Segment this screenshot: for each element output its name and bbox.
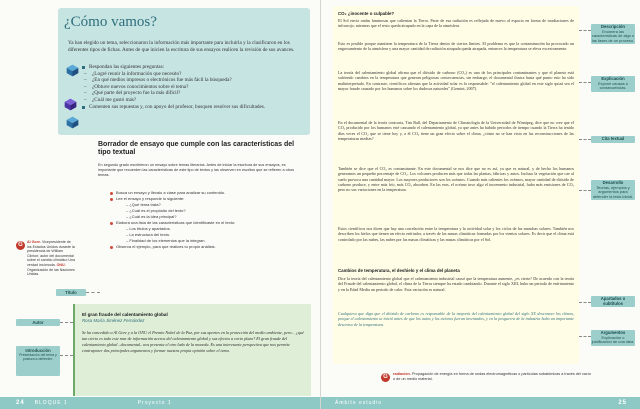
- glossary-term: radiación.: [393, 372, 411, 376]
- tag-desc: Enumera las características de algo o las fases de un proceso.: [591, 28, 635, 43]
- glossary-definition: Vicepresidente de los Estados Unidos durante la presidencia de William Clinton; autor del documental sobre el cambio climático Una verdad incómoda.: [27, 240, 75, 267]
- essay-paragraph: La teoría del calentamiento global afirma que el dióxido de carbono (CO₂) es uno de los principales contaminantes y que el planeta está sufriendo cambios en la temperatura que generan peligrosas consecuencias, sin embargo, el documental ilustra hasta qué punto esto ha sido malinterpretado. En contraste, científicos afirman que la actividad solar es la responsable: "el calentamiento global en este siglo quizá sea el mayor fraude causado por los humanos sobre los dudosos naturales" (Gemini, 2007).: [338, 70, 574, 92]
- activity-steps: [110, 190, 300, 250]
- glossary-g-icon: G: [381, 373, 390, 382]
- essay-paragraph: Esto es posible porque mantiene la temperatura de la Tierra dentro de ciertos límites. El problema es que la contaminación ha provocado un engrosamiento de la atmósfera y una mayor cantidad de radiación atrapada queda atrapada, entonces la temperatura se eleva excesivamente.: [338, 41, 574, 52]
- essay-heading: Cambios de temperatura, el deshielo y el clima del planeta: [338, 268, 460, 273]
- glossary-note: [393, 372, 593, 382]
- list-item: Elabora una lista de las características que identificaste en el texto:: [110, 220, 300, 226]
- cita-textual-tag: [591, 136, 635, 143]
- como-vamos-intro: Ya han elegido un tema, seleccionaron la información más importante para incluirla y la clasificaron en los diferentes tipos de fichas. Antes de que inicien la escritura de sus ensayos realicen la revisión de sus avances.: [68, 40, 295, 53]
- tag-title: Apartados o subtítulos: [600, 296, 626, 306]
- left-footer: [0, 397, 320, 409]
- list-item: – Finalidad de los elementos que la integran.: [126, 238, 206, 243]
- glossary-definition: Propagación de energía en forma de ondas electromagnéticas o partículas subatómicas a través del vacío o de un medio material.: [393, 372, 591, 381]
- tag-title: Cita textual: [601, 136, 625, 141]
- page-number: 24: [16, 400, 25, 406]
- leader-line: [60, 355, 73, 356]
- footer-ambito: Ámbito estudio: [335, 400, 383, 406]
- list-item: – ¿Qué tema trata?: [126, 202, 161, 207]
- argumentos-tag: [591, 330, 635, 346]
- leader-line: [579, 139, 591, 140]
- introduccion-desc: Presentación del tema y postura a defender.: [19, 353, 57, 362]
- tag-title: Explicación: [601, 76, 625, 81]
- list-item: – ¿Obtuve nuevos conocimientos sobre el tema?: [82, 84, 302, 91]
- reading-title: El gran fraude del calentamiento global: [82, 312, 168, 317]
- leader-line: [86, 292, 100, 293]
- leader-line: [579, 190, 591, 191]
- glossary-definition: Organización de las Naciones Unidas.: [27, 267, 75, 277]
- essay-paragraph: El Sol envía ondas luminosas que calientan la Tierra. Parte de esa radiación es reflejada de nuevo al espacio en forma de irradiaciones de infrarrojo, mientras que el resto queda atrapado en la capa de la atmósfera.: [338, 18, 574, 29]
- tag-desc: Explicación o justificación de una idea.: [591, 334, 635, 345]
- essay-paragraph: Estos científicos nos dicen que hay una correlación entre la temperatura y la actividad solar y los ciclos de las manchas solares. También nos describen los hielos que tienen un efecto enfriador, a través de las masas climáticas formadas por los vientos solares. Es decir que el clima está controlado por las nubes, las nubes por las masas climáticas y las masas climáticas por el Sol.: [338, 226, 574, 242]
- list-item: – ¿Cuál es el propósito del texto?: [126, 208, 186, 213]
- explicacion-tag: [591, 76, 635, 92]
- list-item: Busca un ensayo y llévalo a clase para analizar su contenido.: [110, 190, 300, 196]
- tag-desc: Expone causas o consecuencias.: [598, 80, 628, 91]
- reading-body: Se ha concedido a Al Gore y a la ONU el Premio Nobel de la Paz, por sus aportes en la protección del medio ambiente, pero... ¿qué tan cierto es todo este mar de información acerca del calentamiento global y sus efectos a corto plazo? El gran fraude del calentamiento global –documental– nos presenta el otro lado de la moneda. Es una interesante perspectiva que nos permite contraponer dos principales argumentos y formar nuestra propia opinión sobre el tema.: [82, 330, 304, 353]
- desarrollo-tag: [591, 180, 635, 200]
- leader-line: [579, 336, 591, 337]
- essay-quote: Cualquiera que diga que el dióxido de carbono es responsable de la mayoría del calentamiento global del siglo XX desconoce los climas, porque el calentamiento se inició antes de que los autos y los aviones fueran inventados, y en la posguerra de la industria hubo un importante descenso de la temperatura.: [338, 311, 574, 327]
- cube-icon: [64, 98, 77, 111]
- reading-box: [73, 304, 311, 396]
- cube-icon: [66, 64, 79, 77]
- leader-line: [579, 302, 591, 303]
- list-item: – ¿Cuál me gustó más?: [82, 97, 302, 104]
- cube-icon: [66, 116, 79, 129]
- reading-author: Rosa María Jiménez Fernández: [82, 318, 145, 323]
- glossary-sidenote: [16, 240, 76, 277]
- tag-title: Descripción: [601, 24, 625, 29]
- list-item: Comenten sus repuestas y, con apoyo del profesor, busquen resolver sus dificultades.: [82, 104, 302, 111]
- section-intro: En segundo grado escribieron un ensayo sobre temas literarios. Antes de iniciar la escritura de sus ensayos, es importante que recuerden las características de este tipo de textos y las observen en escritos que se refieren a otros temas.: [98, 163, 295, 177]
- page-number: 25: [618, 400, 627, 406]
- list-item: – La estructura del texto.: [126, 232, 171, 237]
- list-item: – Los títulos y apartados.: [126, 226, 171, 231]
- right-page: [320, 0, 640, 409]
- tag-title: Desarrollo: [602, 180, 624, 185]
- list-item: Respondan las siguientes preguntas:: [82, 64, 302, 71]
- list-item: – ¿En qué medios impresos o electrónicos fue más fácil la búsqueda?: [82, 77, 302, 84]
- list-item: Lee el ensayo y responde lo siguiente:: [110, 196, 300, 202]
- essay-paragraph: Dice la teoría del calentamiento global que el calentamiento industrial causó que la temperatura aumente, ¿es cierto? De acuerdo con la teoría del Fraude del calentamiento global, el clima de la Tierra siempre ha estado cambiando. Durante el siglo XIII, hubo un periodo de enfriamiento y en la Edad Media un periodo de calor. Esta variación es natural.: [338, 276, 574, 292]
- descripcion-tag: [591, 24, 635, 44]
- leader-line: [60, 322, 73, 323]
- introduccion-title: Introducción: [25, 348, 51, 353]
- como-vamos-list: [82, 64, 302, 110]
- autor-tag: Autor: [16, 319, 60, 326]
- right-footer: [321, 397, 640, 409]
- section-title: Borrador de ensayo que cumple con las características del tipo textual: [98, 141, 295, 156]
- glossary-term: Al Gore.: [27, 240, 41, 244]
- essay-text: [333, 6, 579, 364]
- list-item: Observa el ejemplo, para que realices tu propio análisis.: [110, 244, 300, 250]
- glossary-term: ONU.: [56, 262, 66, 267]
- list-item: – ¿Qué parte del proyecto fue la más difícil?: [82, 90, 302, 97]
- titulo-tag: Título: [56, 289, 86, 296]
- leader-line: [579, 30, 591, 31]
- footer-bloque: BLOQUE 1: [34, 400, 68, 406]
- essay-paragraph: También se dice que el CO₂ es contaminante. En este documental se nos dice que no es así, ya que es natural, y de hecho los humanos generamos un pequeño porcentaje de CO₂. Los volcanes producen más que todas las plantas, fábricas y autos. Incluso la vegetación que cae al suelo provoca una cantidad mayor. Los mayores productores son los océanos. Cuando más calientes los océanos, mayor cantidad de dióxido de carbono produce, y entre más frío, más CO₂ absorben. En las eras, el océano tuvo algo el incremento industrial, hubo más emisiones de CO₂ pero no sus variaciones en la temperatura.: [338, 166, 574, 193]
- tag-title: Argumentos: [600, 330, 626, 335]
- list-item: – ¿Cuál es la idea principal?: [126, 214, 177, 219]
- footer-proyecto: Proyecto 1: [137, 400, 172, 406]
- tag-desc: Teorías, ejemplos y argumentos para defender la tesis inicial.: [592, 184, 634, 199]
- como-vamos-box: [58, 8, 310, 135]
- essay-paragraph: En el documental de la teoría contraria, Tim Ball, del Departamento de Climatología de la Universidad de Winnipeg, dice que no cree que el CO₂ producido por los humanos esté causando el calentamiento global, ya que antes ha habido periodos de tiempo cuando la Tierra ha tenido días veces el CO₂ que se tiene hoy y, a él CO₂ tiene un gran efecto sobre el clima, ¿cómo no se han visto en las reconstrucciones de las temperaturas medias?: [338, 120, 574, 142]
- glossary-g-icon: G: [16, 241, 25, 250]
- essay-heading: CO₂ ¿inocente o culpable?: [338, 11, 395, 16]
- leader-line: [579, 82, 591, 83]
- list-item: – ¿Logré reunir la información que necesito?: [82, 71, 302, 78]
- como-vamos-title: ¿Cómo vamos?: [64, 14, 157, 30]
- introduccion-tag: [16, 346, 60, 376]
- apartados-tag: [591, 296, 635, 307]
